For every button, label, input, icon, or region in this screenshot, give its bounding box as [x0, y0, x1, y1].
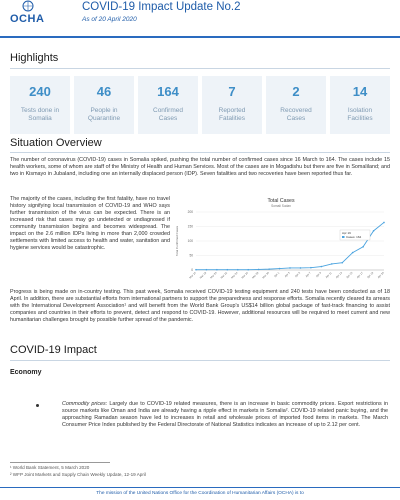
cases-data-point: [341, 262, 343, 264]
y-axis-label: Total Confirmed Cases: [175, 225, 179, 257]
kpi-label: Tests done in Somalia: [20, 107, 60, 123]
cases-data-point: [300, 267, 302, 269]
situation-heading: Situation Overview: [10, 137, 102, 149]
footnote-divider: [10, 462, 110, 463]
cases-data-point: [237, 269, 239, 271]
y-tick-label: 200: [187, 210, 193, 215]
cases-data-point: [383, 222, 385, 224]
cases-data-point: [352, 252, 354, 254]
y-tick-label: 150: [187, 224, 193, 229]
kpi-quarantine: [74, 76, 134, 134]
kpi-value: 2: [292, 84, 300, 99]
x-tick-label: Apr 5: [294, 271, 302, 279]
situation-paragraph-1: The number of coronavirus (COVID-19) cases in Somalia spiked, pushing the total number of confirmed cases since 16 March to 164. The cases include 15 health workers, some of whom are staff of the Ministry of Health and Human Services. Most of the cases are in Mogadishu but there are five in Somaliland; and two in Kismayo in Jubaland, including one an internally displaced person (IDP). Seven fatalities and two recoveries have been reported thus far.: [10, 157, 390, 178]
total-cases-chart: [172, 196, 390, 288]
cases-data-point: [310, 267, 312, 269]
commodity-prices-bullet: [62, 401, 388, 429]
bullet-label: Commodity prices:: [62, 401, 108, 407]
cases-data-point: [289, 267, 291, 269]
kpi-isolation: [330, 76, 390, 134]
x-tick-label: Apr 3: [284, 271, 291, 279]
kpi-tests: [10, 76, 70, 134]
footer-divider: [0, 487, 400, 488]
cases-data-point: [331, 263, 333, 265]
x-tick-label: Apr 20: [377, 271, 385, 280]
kpi-label: Confirmed Cases: [153, 107, 183, 123]
x-tick-label: Apr 11: [325, 271, 333, 279]
x-tick-label: Apr 7: [305, 271, 312, 279]
kpi-label: Isolation Facilities: [347, 107, 373, 123]
cases-data-point: [268, 268, 270, 270]
header-divider: [0, 36, 400, 38]
cases-series-line: [196, 222, 384, 269]
document-header: [0, 0, 400, 40]
chart-legend-title: Apr 19: [342, 231, 351, 235]
y-tick-label: 50: [189, 253, 193, 258]
chart-title: Total Cases: [267, 198, 295, 204]
cases-data-point: [206, 269, 208, 271]
situation-divider: [10, 152, 390, 153]
x-tick-label: Mar 28: [251, 271, 260, 280]
kpi-row: [10, 76, 390, 134]
x-tick-label: Mar 20: [209, 271, 218, 280]
chart-subtitle: Somali Sudan: [271, 204, 291, 208]
bullet-body: Largely due to COVID-19 related measures, there is an increase in basic commodity prices. Export restrictions in source markets like Oman and India are already having a ripple effect in markets in Somalia². COVID-19 related panic buying, and the approaching Ramadan season have led to increases in retail and wholesale prices of imported food items in markets. The March Consumer Price Index published by the Federal Directorate of National Statistics indicates an increase of up to 2.12 per cent.: [62, 401, 389, 429]
bullet-icon: [36, 404, 39, 407]
footer-mission: The mission of the United Nations Office for the Coordination of Humanitarian Affairs (OCHA) is to: [96, 491, 304, 496]
impact-divider: [10, 360, 390, 361]
footnote-1: ¹ World Bank Statement, 5 March 2020: [10, 465, 90, 470]
cases-data-point: [227, 269, 229, 271]
x-tick-label: Mar 26: [241, 271, 249, 280]
footnote-2: ² WFP Joint Markets and Supply Chain Weekly Update, 12-19 April: [10, 472, 146, 477]
situation-paragraph-2: The majority of the cases, including the first fatality, have no travel history signifying local transmission of COVID-19 and WHO says further transmission of the virus can be expected. There is an increased risk that cases may go undetected or undiagnosed if community transmission begins and becomes widespread. The impact on the 2.6 million IDPs living in more than 2,000 crowded settlements with limited access to health and water, sanitation and hygiene services would be catastrophic.: [10, 196, 170, 252]
kpi-confirmed: [138, 76, 198, 134]
kpi-value: 164: [157, 84, 179, 99]
x-tick-label: Apr 17: [356, 271, 364, 280]
kpi-fatalities: [202, 76, 262, 134]
kpi-recovered: [266, 76, 326, 134]
cases-data-point: [321, 266, 323, 268]
x-tick-label: Apr 19: [366, 271, 375, 280]
cases-data-point: [279, 268, 281, 270]
y-tick-label: 0: [191, 268, 193, 273]
cases-data-point: [362, 246, 364, 248]
x-tick-label: Apr 1: [273, 271, 281, 279]
x-tick-label: Apr 9: [315, 271, 323, 279]
cases-data-point: [247, 269, 249, 271]
highlights-divider: [10, 68, 390, 69]
x-tick-label: Mar 30: [261, 271, 270, 280]
kpi-label: Recovered Cases: [280, 107, 312, 123]
chart-legend-swatch: [342, 236, 345, 238]
cases-data-point: [195, 269, 197, 271]
ocha-logo: OCHA: [10, 13, 45, 25]
kpi-label: People in Quarantine: [87, 107, 121, 123]
impact-heading: COVID-19 Impact: [10, 344, 97, 356]
cases-data-point: [216, 269, 218, 271]
x-tick-label: Apr 13: [335, 271, 343, 280]
x-tick-label: Mar 18: [199, 271, 208, 280]
kpi-value: 46: [96, 84, 112, 99]
y-tick-label: 100: [187, 239, 193, 244]
cases-data-point: [258, 269, 260, 271]
chart-legend-entry: Cases: 164: [346, 235, 362, 239]
kpi-value: 240: [29, 84, 51, 99]
report-date: As of 20 April 2020: [82, 16, 137, 23]
x-tick-label: Mar 16: [188, 271, 197, 280]
cases-data-point: [373, 230, 375, 232]
x-tick-label: Mar 22: [220, 271, 229, 280]
situation-paragraph-3: Progress is being made on in-country testing. This past week, Somalia received COVID-19 testing equipment and 240 tests have been conducted as of 18 April. In addition, there are substantial efforts from international partners to support the preparedness and response efforts. Somalia recently cleared its arrears with the International Development Association¹ and will benefit from the World Bank Group's US$14 billion global package of fast-track financing to assist companies and countries in their efforts to prevent, detect and respond to COVID-19. However, additional resources will be required to meet current and new humanitarian challenges brought by possible further spread of the pandemic.: [10, 289, 390, 324]
kpi-value: 14: [352, 84, 368, 99]
report-title: COVID-19 Impact Update No.2: [82, 1, 241, 13]
kpi-label: Reported Fatalities: [218, 107, 246, 123]
x-tick-label: Apr 15: [345, 271, 354, 280]
economy-subheading: Economy: [10, 369, 42, 376]
kpi-value: 7: [228, 84, 236, 99]
x-tick-label: Mar 24: [230, 271, 239, 280]
highlights-heading: Highlights: [10, 52, 59, 64]
